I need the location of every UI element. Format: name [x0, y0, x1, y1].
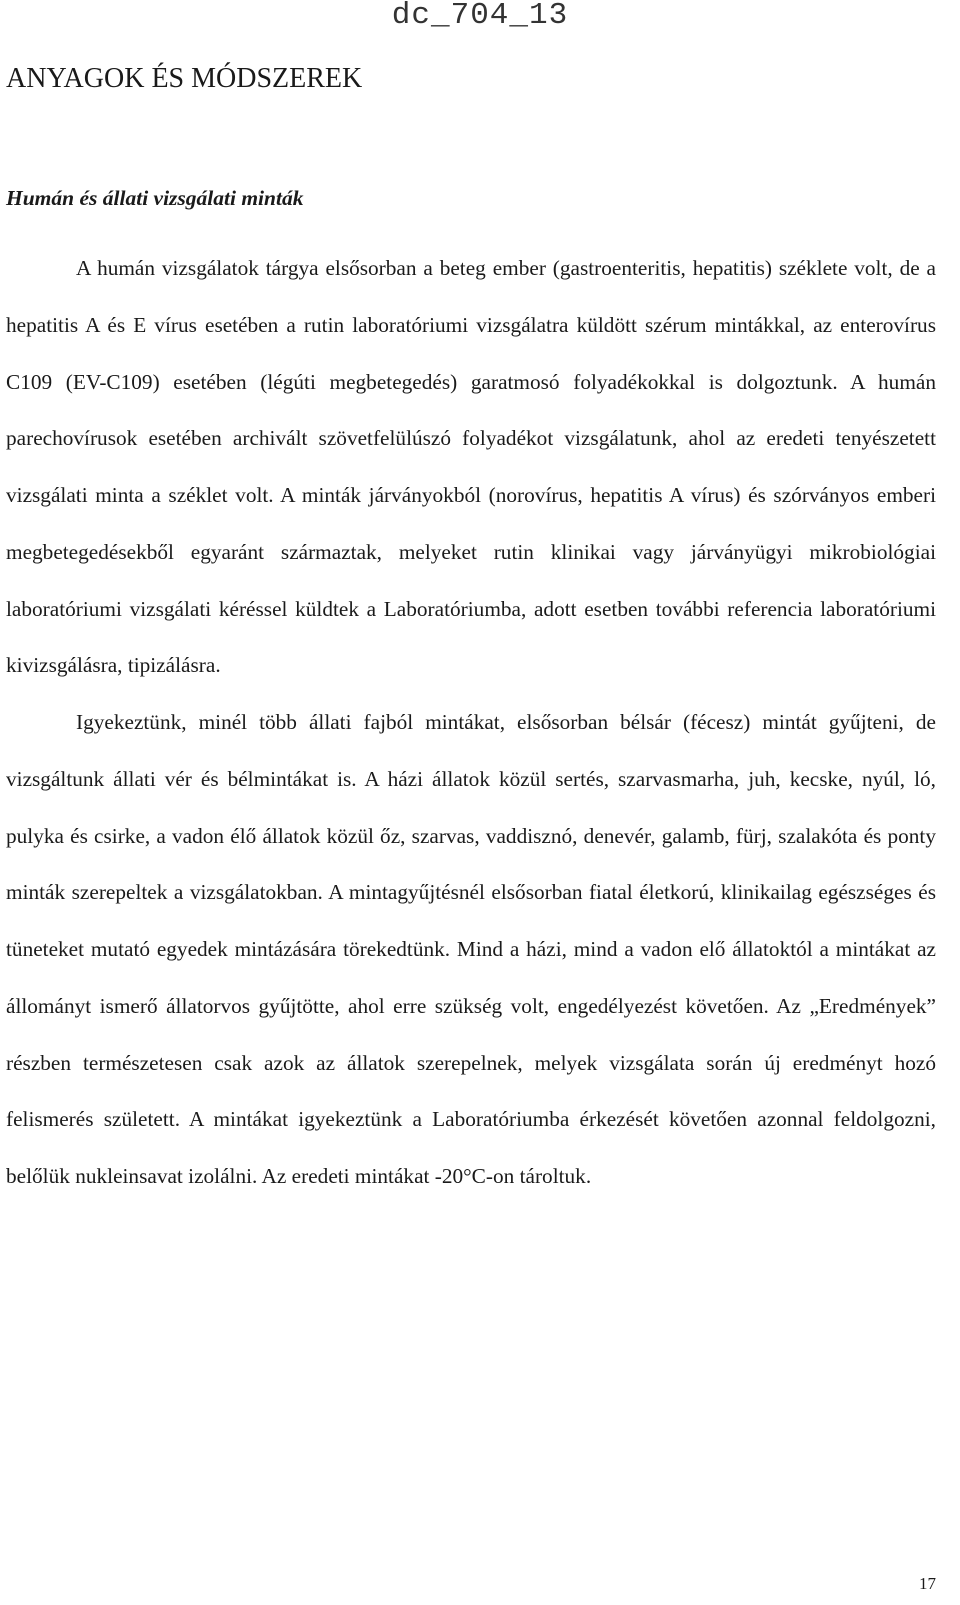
paragraph-animal-samples: Igyekeztünk, minél több állati fajból mintákat, elsősorban bélsár (fécesz) mintát gyűjteni, de vizsgáltunk állati vér és bélmintákat is. A házi állatok közül sertés, szarvasmarha, juh, kecske, nyúl, ló, pulyka és csirke, a vadon élő állatok közül őz, szarvas, vaddisznó, denevér, galamb, fürj, szalakóta és ponty minták szerepeltek a vizsgálatokban. A mintagyűjtésnél elsősorban fiatal életkorú, klinikailag egészséges és tüneteket mutató egyedek mintázására törekedtünk. Mind a házi, mind a vadon elő állatoktól a mintákat az állományt ismerő állatorvos gyűjtötte, ahol erre szükség volt, engedélyezést követően. Az „Eredmények” részben természetesen csak azok az állatok szerepelnek, melyek vizsgálata során új eredményt hozó felismerés született. A mintákat igyekeztünk a Laboratóriumba érkezését követően azonnal feldolgozni, belőlük nukleinsavat izolálni. Az eredeti mintákat -20°C-on tároltuk. — [6, 710, 936, 1188]
page-number: 17 — [919, 1574, 936, 1593]
section-title: ANYAGOK ÉS MÓDSZEREK — [6, 63, 363, 94]
document-id-header: dc_704_13 — [391, 0, 569, 33]
body-text — [6, 240, 936, 1205]
subsection-title: Humán és állati vizsgálati minták — [6, 186, 304, 210]
paragraph-human-samples: A humán vizsgálatok tárgya elsősorban a beteg ember (gastroenteritis, hepatitis) széklete volt, de a hepatitis A és E vírus esetében a rutin laboratóriumi vizsgálatra küldött szérum mintákkal, az enterovírus C109 (EV-C109) esetében (légúti megbetegedés) garatmosó folyadékokkal is dolgoztunk. A humán parechovírusok esetében archivált szövetfelülúszó folyadékot vizsgálatunk, ahol az eredeti tenyészetett vizsgálati minta a széklet volt. A minták járványokból (norovírus, hepatitis A vírus) és szórványos emberi megbetegedésekből egyaránt származtak, melyeket rutin klinikai vagy járványügyi mikrobiológiai laboratóriumi vizsgálati kéréssel küldtek a Laboratóriumba, adott esetben további referencia laboratóriumi kivizsgálásra, tipizálásra. — [6, 256, 936, 678]
